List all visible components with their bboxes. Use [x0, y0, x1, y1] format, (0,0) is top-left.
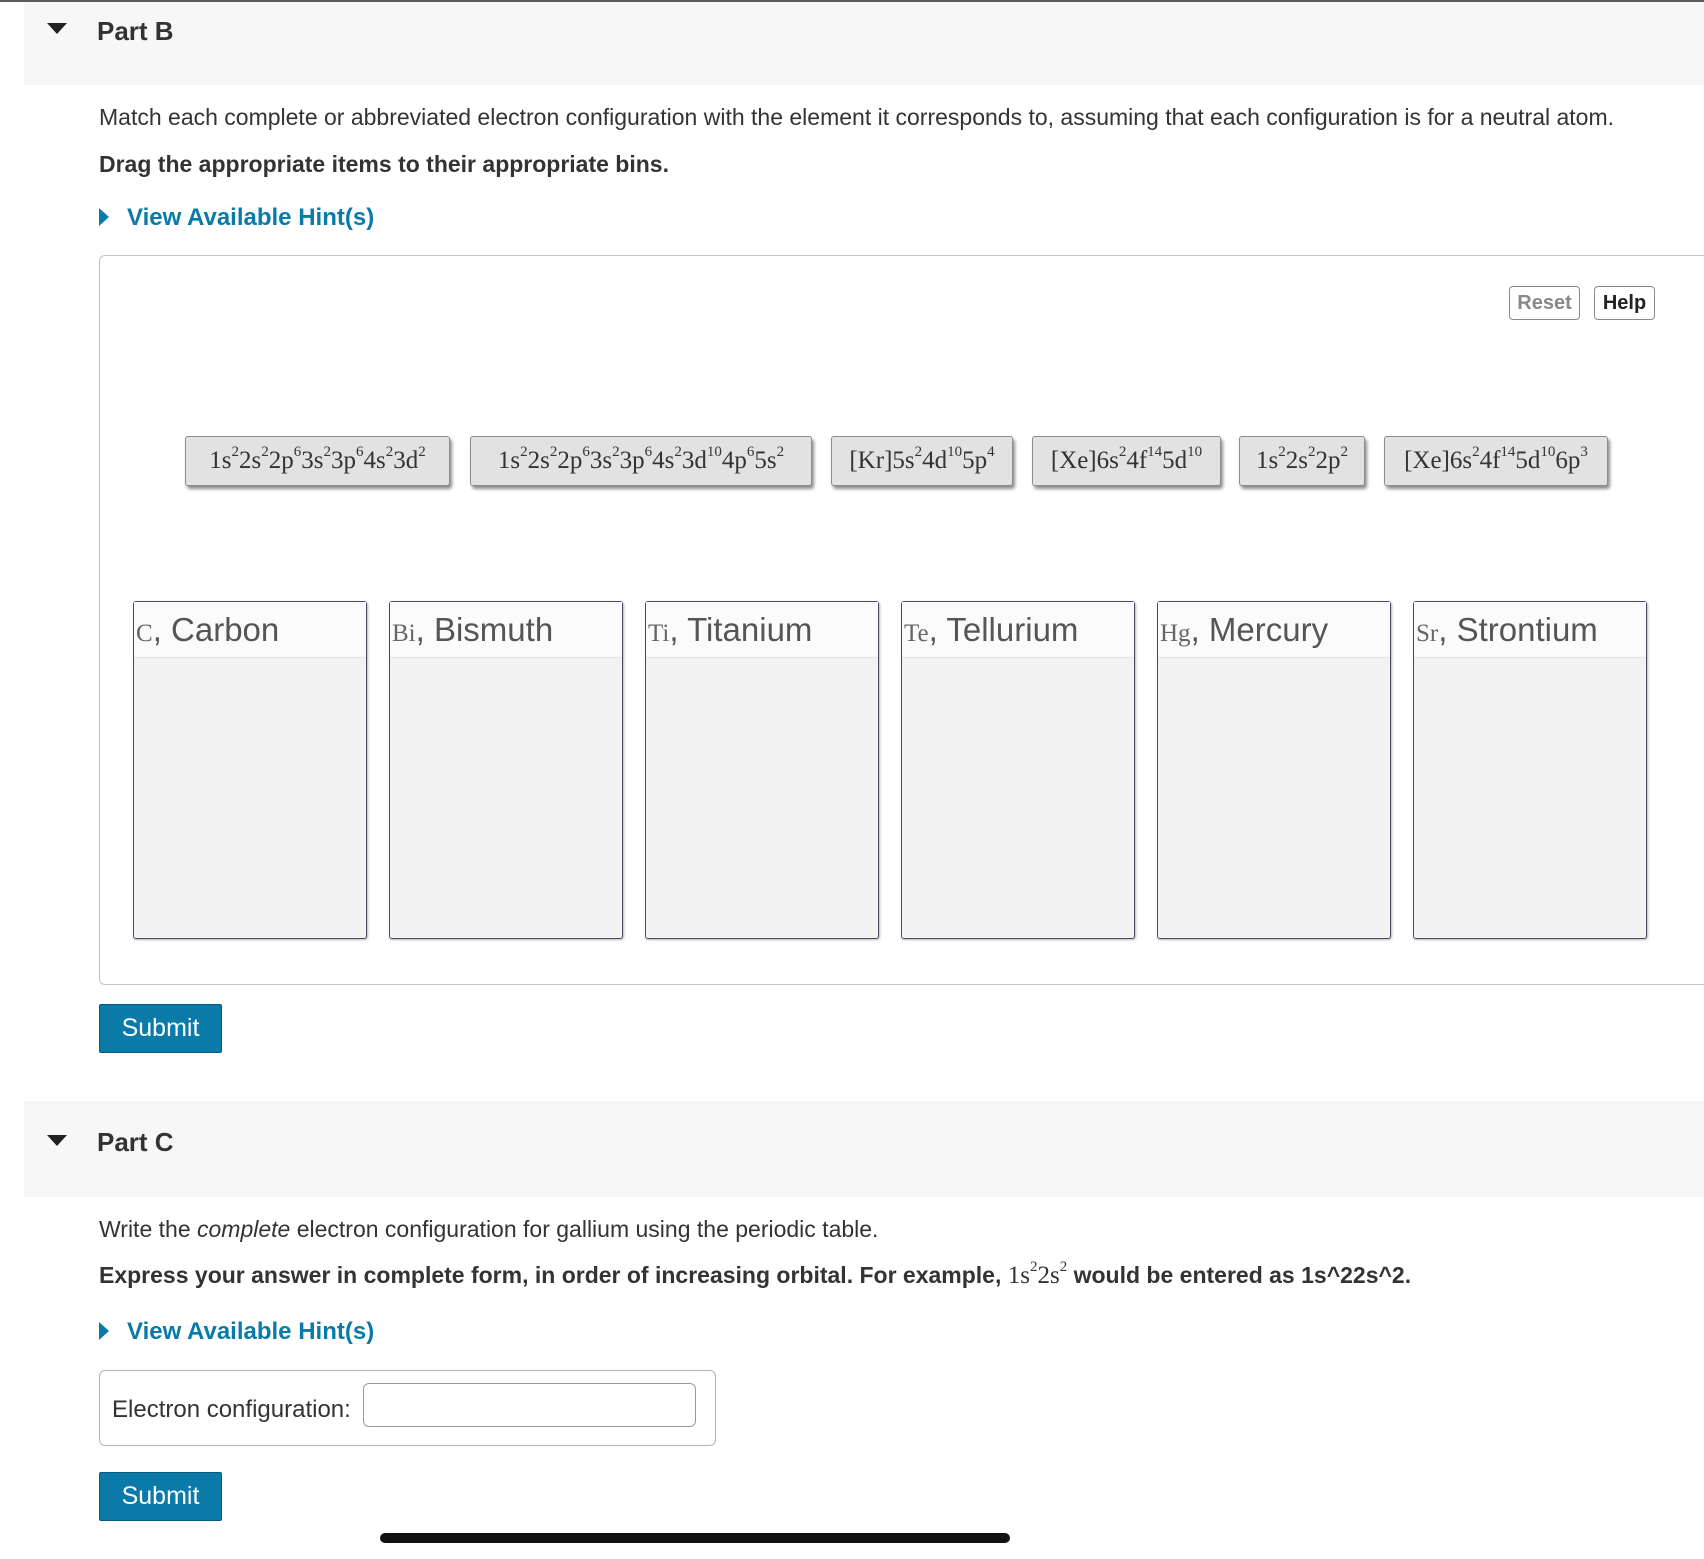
electron-config-input[interactable]	[363, 1383, 696, 1427]
example-config: $1s^22s^2$	[1007, 1258, 1068, 1289]
part-b-header[interactable]	[24, 2, 1704, 85]
bin-header: Bi, Bismuth	[390, 602, 622, 658]
element-symbol: Hg	[1160, 620, 1191, 647]
element-symbol: Sr	[1416, 620, 1439, 647]
bin-header: Ti, Titanium	[646, 602, 878, 658]
reset-button[interactable]: Reset	[1509, 286, 1580, 320]
home-indicator	[380, 1533, 1010, 1543]
bin-bismuth[interactable]	[389, 601, 623, 939]
part-c-submit-button[interactable]: Submit	[99, 1472, 222, 1521]
config-chip-bi[interactable]: $[Xe]6s^24f^{14}5d^{10}6p^3$	[1384, 436, 1608, 486]
expand-triangle-icon	[99, 1322, 109, 1340]
answer-panel	[99, 1370, 716, 1446]
hint-label: View Available Hint(s)	[127, 204, 375, 231]
instruction-text: electron configuration for gallium using the periodic table.	[290, 1216, 879, 1242]
element-name: Mercury	[1208, 611, 1329, 648]
config-chip-te[interactable]: $[Kr]5s^24d^{10}5p^4$	[831, 436, 1013, 486]
bin-titanium[interactable]	[645, 601, 879, 939]
element-name: Tellurium	[946, 611, 1079, 648]
element-name: Strontium	[1456, 611, 1598, 648]
config-chip-c[interactable]: $1s^22s^22p^2$	[1239, 436, 1365, 486]
format-text: Express your answer in complete form, in order of increasing orbital. For example,	[99, 1262, 1008, 1288]
bin-strontium[interactable]	[1413, 601, 1647, 939]
part-b-drag-instruction: Drag the appropriate items to their appropriate bins.	[99, 151, 669, 177]
bin-header: Te, Tellurium	[902, 602, 1134, 658]
element-name: Carbon	[171, 611, 280, 648]
electron-config-label: Electron configuration:	[112, 1396, 351, 1423]
instruction-text: Write the	[99, 1216, 197, 1242]
instruction-emphasis: complete	[197, 1216, 291, 1242]
bin-header: Hg, Mercury	[1158, 602, 1390, 658]
collapse-caret-icon[interactable]	[47, 1135, 67, 1146]
element-name: Bismuth	[433, 611, 554, 648]
part-c-instruction	[99, 1216, 878, 1243]
part-b-title: Part B	[97, 16, 174, 46]
part-c-hints-link[interactable]	[99, 1318, 374, 1346]
part-b-submit-button[interactable]: Submit	[99, 1004, 222, 1053]
part-c-title: Part C	[97, 1127, 174, 1157]
bin-tellurium[interactable]	[901, 601, 1135, 939]
part-c-format-instruction	[99, 1258, 1412, 1290]
part-b-instruction: Match each complete or abbreviated electron configuration with the element it corresponds to, assuming that each configuration is for a neutral atom.	[99, 104, 1615, 130]
bin-mercury[interactable]	[1157, 601, 1391, 939]
config-chip-hg[interactable]: $[Xe]6s^24f^{14}5d^{10}$	[1032, 436, 1221, 486]
hint-label: View Available Hint(s)	[127, 1318, 375, 1345]
part-c-header[interactable]	[24, 1101, 1704, 1197]
bin-header: Sr, Strontium	[1414, 602, 1646, 658]
collapse-caret-icon[interactable]	[47, 23, 67, 34]
part-b-hints-link[interactable]	[99, 204, 374, 232]
bin-header: C, Carbon	[134, 602, 366, 658]
element-symbol: C	[136, 620, 153, 647]
element-name: Titanium	[687, 611, 813, 648]
element-symbol: Ti	[648, 620, 670, 647]
element-symbol: Te	[904, 620, 929, 647]
element-symbol: Bi	[392, 620, 416, 647]
config-chip-sr[interactable]: $1s^22s^22p^63s^23p^64s^23d^{10}4p^65s^2$	[470, 436, 812, 486]
config-chip-ti[interactable]: $1s^22s^22p^63s^23p^64s^23d^2$	[185, 436, 450, 486]
bin-carbon[interactable]	[133, 601, 367, 939]
expand-triangle-icon	[99, 208, 109, 226]
help-button[interactable]: Help	[1594, 286, 1655, 320]
format-text: would be entered as 1s^22s^2.	[1067, 1262, 1412, 1288]
